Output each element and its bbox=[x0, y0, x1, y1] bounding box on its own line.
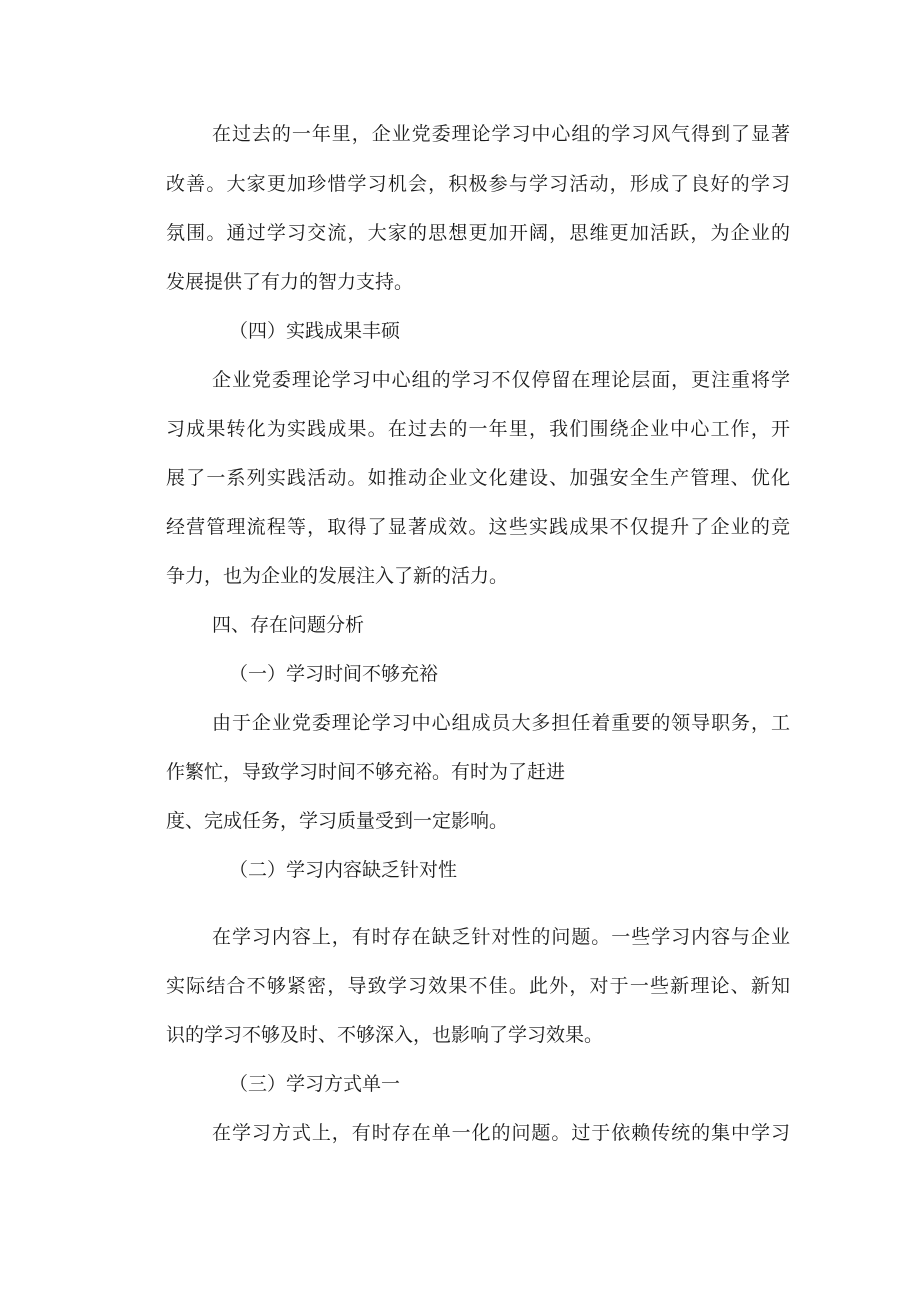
paragraph-line: 争力，也为企业的发展注入了新的活力。 bbox=[166, 565, 509, 587]
section-heading-method: （三）学习方式单一 bbox=[229, 1073, 401, 1095]
paragraph-line: 经营管理流程等，取得了显著成效。这些实践成果不仅提升了企业的竞 bbox=[166, 516, 790, 538]
paragraph-line: 习成果转化为实践成果。在过去的一年里，我们围绕企业中心工作，开 bbox=[166, 418, 790, 440]
section-heading-practice: （四）实践成果丰硕 bbox=[229, 320, 401, 342]
paragraph-line: 改善。大家更加珍惜学习机会，积极参与学习活动，形成了良好的学习 bbox=[166, 173, 790, 195]
paragraph-line: 氛围。通过学习交流，大家的思想更加开阔，思维更加活跃，为企业的 bbox=[166, 222, 790, 244]
paragraph-line: 展了一系列实践活动。如推动企业文化建设、加强安全生产管理、优化 bbox=[166, 467, 790, 489]
section-heading-time: （一）学习时间不够充裕 bbox=[229, 663, 439, 685]
paragraph-line: 在学习方式上，有时存在单一化的问题。过于依赖传统的集中学习 bbox=[212, 1122, 790, 1144]
paragraph-line: 作繁忙，导致学习时间不够充裕。有时为了赶进 bbox=[166, 761, 566, 783]
paragraph-line: 由于企业党委理论学习中心组成员大多担任着重要的领导职务，工 bbox=[212, 712, 790, 734]
paragraph-line: 企业党委理论学习中心组的学习不仅停留在理论层面，更注重将学 bbox=[212, 369, 790, 391]
paragraph-line: 在过去的一年里，企业党委理论学习中心组的学习风气得到了显著 bbox=[212, 123, 790, 145]
paragraph-line: 在学习内容上，有时存在缺乏针对性的问题。一些学习内容与企业 bbox=[212, 926, 790, 948]
paragraph-line: 发展提供了有力的智力支持。 bbox=[166, 271, 414, 293]
paragraph-line: 度、完成任务，学习质量受到一定影响。 bbox=[166, 810, 509, 832]
section-heading-content: （二）学习内容缺乏针对性 bbox=[229, 859, 458, 881]
paragraph-line: 实际结合不够紧密，导致学习效果不佳。此外，对于一些新理论、新知 bbox=[166, 975, 790, 997]
section-heading-problems: 四、存在问题分析 bbox=[212, 614, 365, 636]
paragraph-line: 识的学习不够及时、不够深入，也影响了学习效果。 bbox=[166, 1024, 604, 1046]
